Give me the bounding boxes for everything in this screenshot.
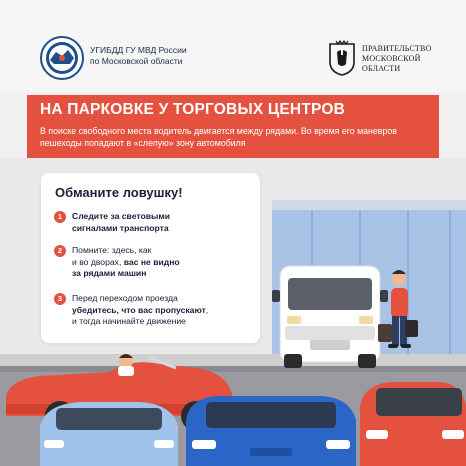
org-right-line2: МОСКОВСКОЙ	[362, 54, 421, 63]
step-2-line1: Помните: здесь, как	[72, 245, 152, 255]
banner-title: НА ПАРКОВКЕ У ТОРГОВЫХ ЦЕНТРОВ	[40, 101, 345, 118]
title-banner	[27, 95, 439, 158]
step-3-line1: Перед переходом проезда	[72, 293, 178, 303]
org-name-gibdd	[90, 45, 187, 67]
light-blue-car	[40, 402, 178, 466]
red-hatchback-car	[360, 382, 466, 466]
org-right-line3: ОБЛАСТИ	[362, 64, 401, 73]
card-title: Обманите ловушку!	[55, 185, 183, 200]
tips-card	[41, 173, 260, 343]
banner-subtitle: В поиске свободного места водитель двигается между рядами. Во время его маневров пешеходы попадают в «слепую» зону автомобиля	[40, 126, 397, 148]
step-2-line2b: вас не видно	[123, 256, 180, 267]
step-2-line3: за рядами машин	[72, 268, 147, 278]
step-3-line2b: ,	[205, 304, 209, 315]
step-number-badge: 1	[54, 211, 66, 223]
header	[0, 0, 466, 92]
org-name-government	[362, 44, 432, 74]
org-left-line2: по Московской области	[90, 56, 183, 66]
gibdd-emblem-icon	[40, 36, 84, 80]
moscow-region-coat-of-arms-icon	[327, 40, 357, 76]
step-text	[72, 211, 247, 234]
step-1-line1: Следите за световыми	[72, 211, 170, 221]
step-text	[72, 293, 247, 328]
step-number-badge: 3	[54, 293, 66, 305]
step-2-line2a: и во дворах,	[72, 256, 124, 267]
sidewalk	[0, 354, 466, 366]
org-right-line1: ПРАВИТЕЛЬСТВО	[362, 44, 432, 53]
white-van	[272, 266, 388, 368]
blue-car	[186, 396, 356, 466]
org-left-line1: УГИБДД ГУ МВД России	[90, 45, 187, 55]
step-text	[72, 245, 247, 280]
step-1-line2: сигналами транспорта	[72, 222, 169, 233]
step-3-line2a: убедитесь, что вас пропускают	[72, 304, 206, 315]
step-3-line3: и тогда начинайте движение	[72, 316, 186, 326]
step-number-badge: 2	[54, 245, 66, 257]
